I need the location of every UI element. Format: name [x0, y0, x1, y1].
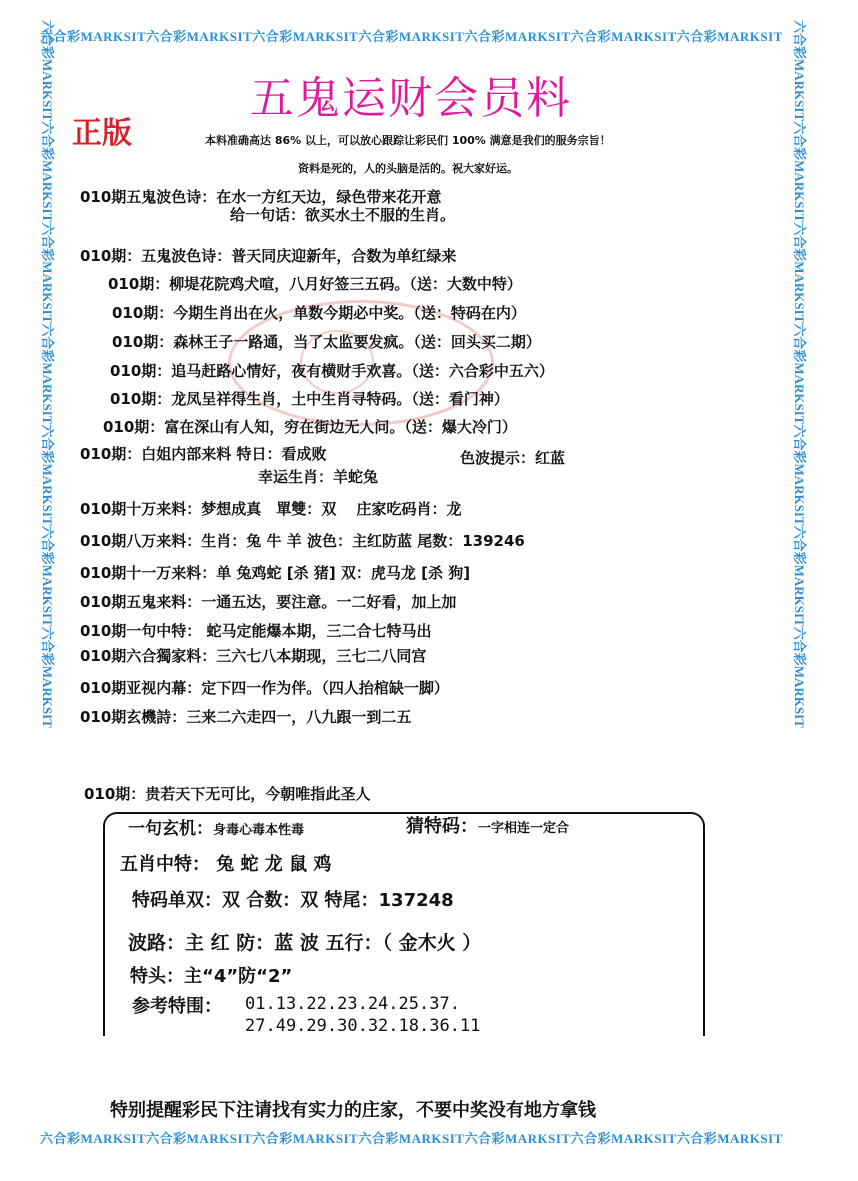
reference-numbers-1: 01.13.22.23.24.25.37. — [245, 994, 460, 1014]
riddle-text: 身毒心毒本性毒 — [213, 823, 305, 838]
watermark-border-right: 六合彩MARKSIT六合彩MARKSIT六合彩MARKSIT六合彩MARKSIT六合彩MARKSIT六合彩MARKSIT六合彩MARKSIT — [792, 20, 807, 728]
one-sentence-line: 给一句话：欲买水土不服的生肖。 — [230, 206, 456, 224]
poem-line: 010期：龙凤呈祥得生肖，土中生肖寻特码。（送：看门神） — [110, 390, 509, 408]
wave-poem-line: 010期五鬼波色诗：在水一方红天边，绿色带来花开意 — [80, 188, 442, 206]
riddle-row — [128, 814, 304, 839]
poem-head: 010期：五鬼波色诗：普天同庆迎新年，合数为单红绿来 — [80, 247, 457, 265]
info-line: 010期八万来料：生肖：兔 牛 羊 波色：主红防蓝 尾数：139246 — [80, 532, 525, 550]
wave-route: 波路：主 红 防：蓝 波 五行：（ 金木火 ） — [128, 932, 482, 954]
accuracy-note: 本料准确高达 86% 以上，可以放心跟踪让彩民们 100% 满意是我们的服务宗旨！ — [205, 134, 611, 147]
info-line: 010期一句中特： 蛇马定能爆本期，三二合七特马出 — [80, 622, 432, 640]
watermark-border-left: 六合彩MARKSIT六合彩MARKSIT六合彩MARKSIT六合彩MARKSIT六合彩MARKSIT六合彩MARKSIT六合彩MARKSIT — [40, 20, 55, 728]
watermark-border-bottom: 六合彩MARKSIT六合彩MARKSIT六合彩MARKSIT六合彩MARKSIT六合彩MARKSIT六合彩MARKSIT六合彩MARKSIT — [40, 1131, 783, 1146]
genuine-badge: 正版 — [72, 116, 132, 151]
extra-line: 010期：贵若天下无可比，今朝唯指此圣人 — [84, 785, 371, 803]
guess-text: 一字相连一定合 — [478, 821, 570, 836]
info-line: 010期十一万来料：单 兔鸡蛇 [杀 猪] 双：虎马龙 [杀 狗] — [80, 564, 471, 582]
info-line: 010期六合獨家料：三六七八本期现，三七二八同宫 — [80, 647, 427, 665]
five-zodiac: 五肖中特： 兔 蛇 龙 鼠 鸡 — [120, 854, 332, 875]
guess-row — [406, 812, 569, 838]
poem-line: 010期：柳堤花院鸡犬喧，八月好签三五码。（送：大数中特） — [108, 275, 522, 293]
info-line: 010期十万来料：梦想成真 單雙：双 庄家吃码肖：龙 — [80, 500, 462, 518]
guess-label: 猜特码： — [406, 816, 478, 837]
poem-line: 010期：森林王子一路通，当了太监要发疯。（送：回头买二期） — [112, 333, 541, 351]
reference-numbers-2: 27.49.29.30.32.18.36.11 — [245, 1016, 481, 1036]
insider-line: 010期：白姐内部来料 特日：看成败 — [80, 445, 327, 463]
info-line: 010期五鬼来料：一通五达，要注意。一二好看，加上加 — [80, 593, 457, 611]
poem-line: 010期：今期生肖出在火，单数今期必中奖。（送：特码在内） — [112, 304, 526, 322]
luck-note: 资料是死的，人的头脑是活的。祝大家好运。 — [298, 162, 518, 175]
info-line: 010期亚视内幕：定下四一作为伴。（四人抬棺缺一脚） — [80, 679, 449, 697]
info-line: 010期玄機詩：三来二六走四一，八九跟一到二五 — [80, 708, 412, 726]
riddle-label: 一句玄机： — [128, 819, 213, 839]
poem-line: 010期：富在深山有人知，穷在街边无人问。（送：爆大冷门） — [103, 418, 517, 436]
poem-line: 010期：追马赶路心情好，夜有横财手欢喜。（送：六合彩中五六） — [110, 362, 554, 380]
watermark-border-top: 六合彩MARKSIT六合彩MARKSIT六合彩MARKSIT六合彩MARKSIT六合彩MARKSIT六合彩MARKSIT六合彩MARKSIT — [40, 29, 783, 44]
lucky-zodiac: 幸运生肖：羊蛇兔 — [258, 468, 379, 486]
special-head: 特头：主“4”防“2” — [130, 966, 293, 987]
reference-label: 参考特围： — [132, 996, 222, 1017]
footer-warning: 特别提醒彩民下注请找有实力的庄家，不要中奖没有地方拿钱 — [110, 1100, 596, 1121]
page-title: 五鬼运财会员料 — [250, 73, 572, 124]
color-hint: 色波提示：红蓝 — [460, 449, 566, 467]
odd-even: 特码单双：双 合数：双 特尾：137248 — [132, 890, 454, 911]
